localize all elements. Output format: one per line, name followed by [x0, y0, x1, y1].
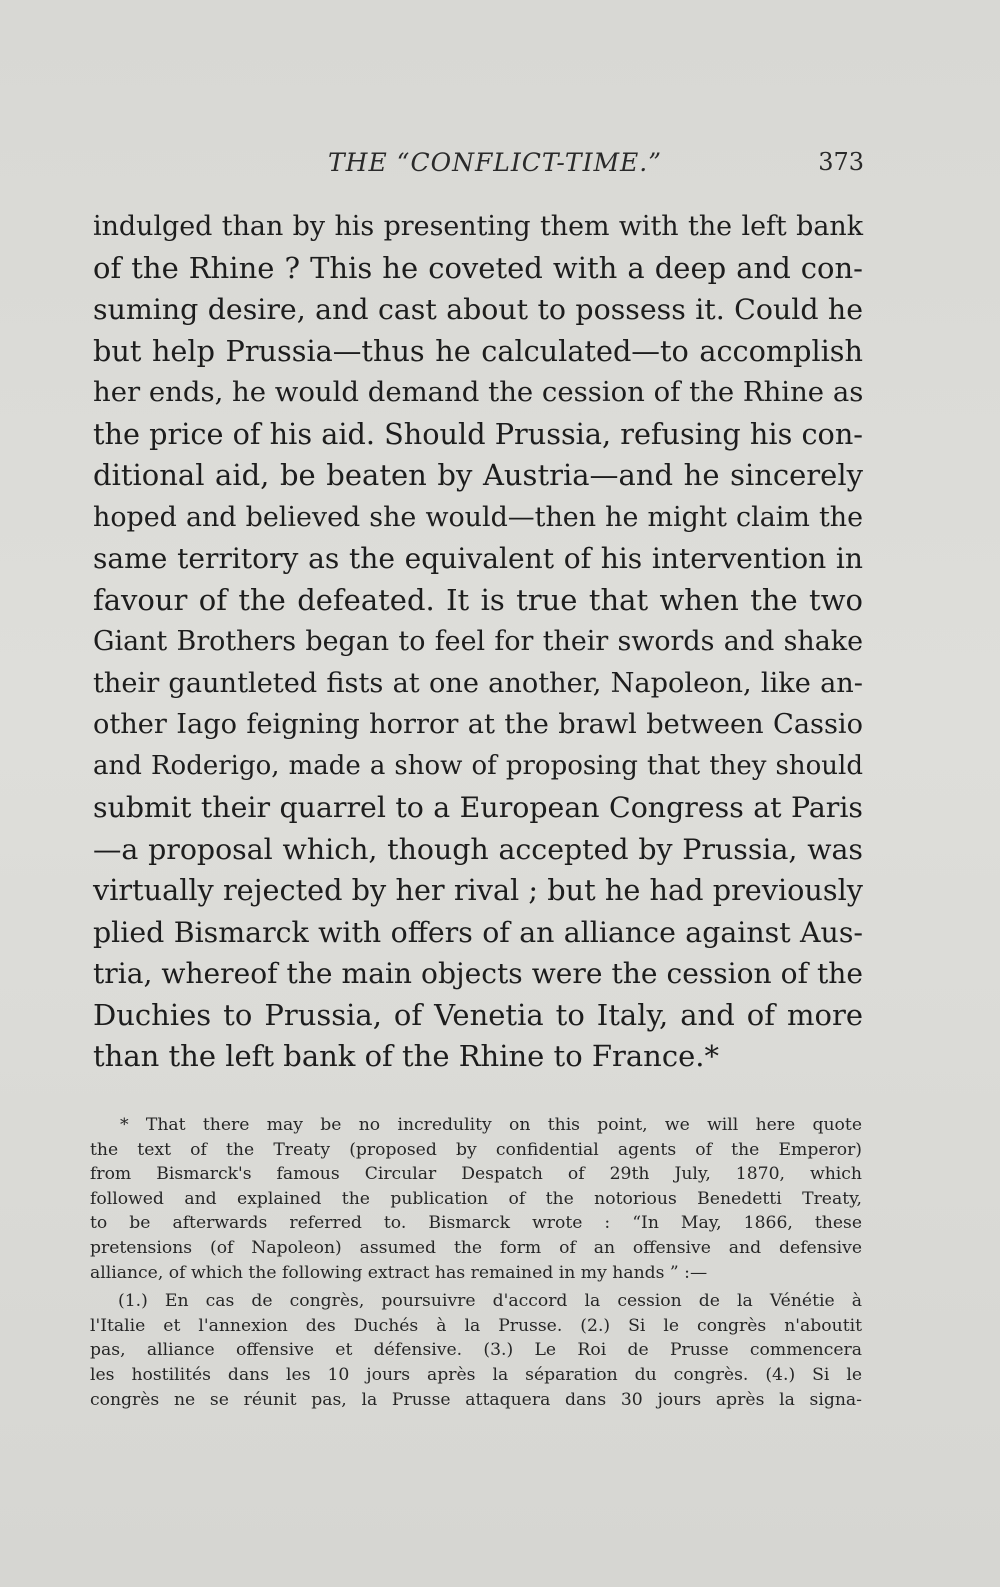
body-line: of the Rhine ? This he coveted with a deep and con- [93, 250, 863, 285]
footnote-line: * That there may be no incredulity on this point, we will here quote [120, 1115, 862, 1135]
body-line: the price of his aid. Should Prussia, refusing his con- [93, 416, 863, 451]
body-line: but help Prussia—thus he calculated—to accomplish [93, 333, 863, 368]
body-line: and Roderigo, made a show of proposing that they should [93, 750, 863, 781]
running-head [88, 148, 864, 188]
body-line: than the left bank of the Rhine to France.* [93, 1039, 719, 1073]
body-line: their gauntleted fists at one another, Napoleon, like an- [93, 667, 863, 699]
footnote [90, 1113, 862, 1412]
body-line: Giant Brothers began to feel for their swords and shake [93, 626, 863, 657]
footnote-line: to be afterwards referred to. Bismarck wrote : “In May, 1866, these [90, 1213, 862, 1234]
body-line: suming desire, and cast about to possess it. Could he [93, 293, 863, 326]
footnote-line: pas, alliance offensive et défensive. (3.) Le Roi de Prusse commencera [90, 1340, 862, 1361]
page-number: 373 [818, 148, 864, 176]
body-line: other Iago feigning horror at the brawl between Cassio [93, 709, 863, 740]
footnote-line: (1.) En cas de congrès, poursuivre d'accord la cession de la Vénétie à [118, 1291, 862, 1312]
body-line: hoped and believed she would—then he might claim the [93, 501, 863, 533]
body-text [93, 206, 863, 1078]
body-line: plied Bismarck with offers of an alliance against Aus- [93, 915, 863, 949]
footnote-line: alliance, of which the following extract has remained in my hands ” :— [90, 1262, 708, 1283]
footnote-line: from Bismarck's famous Circular Despatch of 29th July, 1870, which [90, 1164, 862, 1185]
footnote-line: the text of the Treaty (proposed by confidential agents of the Emperor) [90, 1139, 862, 1160]
body-line: submit their quarrel to a European Congress at Paris [93, 791, 863, 824]
body-line: her ends, he would demand the cession of the Rhine as [93, 376, 864, 408]
footnote-line: les hostilités dans les 10 jours après la séparation du congrès. (4.) Si le [90, 1364, 862, 1385]
body-line: —a proposal which, though accepted by Prussia, was [93, 832, 863, 866]
body-line: Duchies to Prussia, of Venetia to Italy, and of more [93, 997, 863, 1032]
body-line: virtually rejected by her rival ; but he had previously [93, 873, 863, 907]
body-line: tria, whereof the main objects were the cession of the [93, 957, 863, 990]
running-title: THE “CONFLICT-TIME.” [328, 148, 663, 177]
body-line: same territory as the equivalent of his intervention in [93, 542, 863, 575]
footnote-line: followed and explained the publication of the notorious Benedetti Treaty, [90, 1188, 862, 1209]
body-line: indulged than by his presenting them with the left bank [93, 211, 863, 242]
body-line: favour of the defeated. It is true that when the two [93, 582, 863, 617]
footnote-line: congrès ne se réunit pas, la Prusse attaquera dans 30 jours après la signa- [90, 1389, 862, 1410]
footnote-line: l'Italie et l'annexion des Duchés à la Prusse. (2.) Si le congrès n'aboutit [90, 1315, 862, 1336]
body-line: ditional aid, be beaten by Austria—and he sincerely [93, 458, 863, 492]
footnote-line: pretensions (of Napoleon) assumed the form of an offensive and defensive [90, 1237, 862, 1258]
